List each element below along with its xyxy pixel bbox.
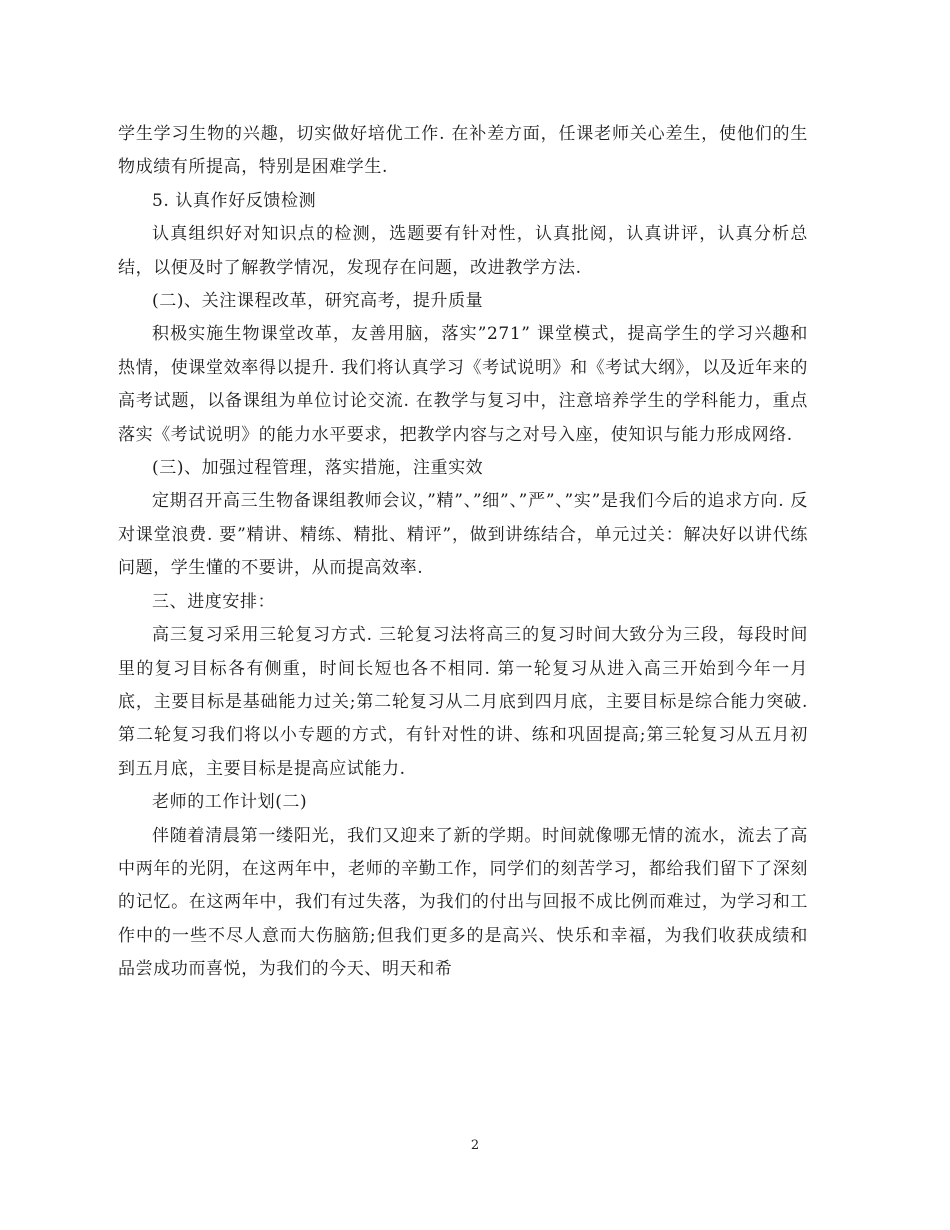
page-number: 2 <box>470 1138 480 1153</box>
paragraph: 高三复习采用三轮复习方式. 三轮复习法将高三的复习时间大致分为三段，每段时间里的复习目标各有侧重，时间长短也各不相同. 第一轮复习从进入高三开始到今年一月底，主要目标是基础能力过关;第二轮复习从二月底到四月底，主要目标是综合能力突破. 第二轮复习我们将以小专题的方式，有针对性的讲、练和巩固提高;第三轮复习从五月初到五月底，主要目标是提高应试能力. <box>118 625 808 779</box>
paragraph: 老师的工作计划(二) <box>152 792 308 813</box>
paragraph: 学生学习生物的兴趣，切实做好培优工作. 在补差方面，任课老师关心差生，使他们的生物成绩有所提高，特别是困难学生. <box>118 124 808 178</box>
paragraph: (二)、关注课程改革，研究高考，提升质量 <box>152 291 484 312</box>
paragraph: 三、进度安排： <box>152 591 276 612</box>
document-body <box>118 118 808 987</box>
paragraph: 伴随着清晨第一缕阳光，我们又迎来了新的学期。时间就像哪无情的流水，流去了高中两年的光阴，在这两年中，老师的辛勤工作，同学们的刻苦学习，都给我们留下了深刻的记忆。在这两年中，我们有过失落，为我们的付出与回报不成比例而难过，为学习和工作中的一些不尽人意而大伤脑筋;但我们更多的是高兴、快乐和幸福，为我们收获成绩和品尝成功而喜悦，为我们的今天、明天和希 <box>118 825 808 980</box>
paragraph: 认真组织好对知识点的检测，选题要有针对性，认真批阅，认真讲评，认真分析总结，以便及时了解教学情况，发现存在问题，改进教学方法. <box>118 224 808 278</box>
paragraph: 5. 认真作好反馈检测 <box>152 190 317 211</box>
paragraph: (三)、加强过程管理，落实措施，注重实效 <box>152 458 484 479</box>
paragraph: 定期召开高三生物备课组教师会议，”精”、”细”、”严”、”实”是我们今后的追求方向. 反对课堂浪费. 要”精讲、精练、精批、精评”，做到讲练结合，单元过关：解决好以讲代练问题，学生懂的不要讲，从而提高效率. <box>118 491 808 579</box>
paragraph: 积极实施生物课堂改革，友善用脑，落实”271” 课堂模式，提高学生的学习兴趣和热情，使课堂效率得以提升. 我们将认真学习《考试说明》和《考试大纲》，以及近年来的高考试题，以备课组为单位讨论交流. 在教学与复习中，注意培养学生的学科能力，重点落实《考试说明》的能力水平要求，把教学内容与之对号入座，使知识与能力形成网络. <box>118 324 808 445</box>
